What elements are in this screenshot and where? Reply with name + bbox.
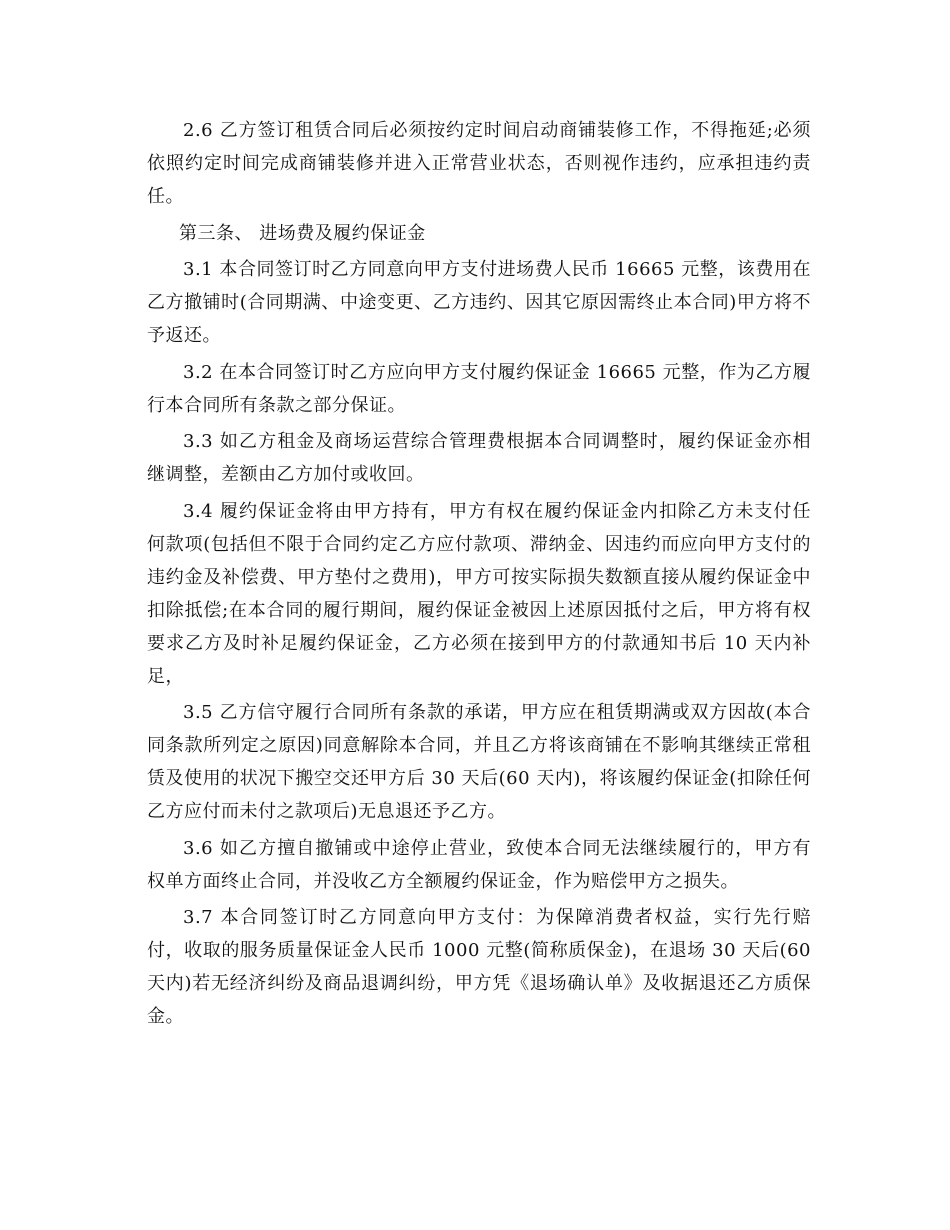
clause-3-2: 3.2 在本合同签订时乙方应向甲方支付履约保证金 16665 元整，作为乙方履行本合同所有条款之部分保证。 [147,361,811,416]
contract-text-body [147,114,811,1037]
clause-3-5: 3.5 乙方信守履行合同所有条款的承诺，甲方应在租赁期满或双方因故(本合同条款所列定之原因)同意解除本合同，并且乙方将该商铺在不影响其继续正常租赁及使用的状况下搬空交还甲方后 30 天后(60 天内)，将该履约保证金(扣除任何乙方应付而未付之款项后)无息退还予乙方。 [147,702,811,822]
clause-3-7: 3.7 本合同签订时乙方同意向甲方支付：为保障消费者权益，实行先行赔付，收取的服务质量保证金人民币 1000 元整(简称质保金)，在退场 30 天后(60 天内)若无经济纠纷及商品退调纠纷，甲方凭《退场确认单》及收据退还乙方质保金。 [147,907,811,1027]
clause-2-6: 2.6 乙方签订租赁合同后必须按约定时间启动商铺装修工作，不得拖延;必须依照约定时间完成商铺装修并进入正常营业状态，否则视作违约，应承担违约责任。 [147,120,811,207]
clause-3-6: 3.6 如乙方擅自撤铺或中途停止营业，致使本合同无法继续履行的，甲方有权单方面终止合同，并没收乙方全额履约保证金，作为赔偿甲方之损失。 [147,837,811,892]
article-3-heading: 第三条、 进场费及履约保证金 [179,222,426,244]
clause-3-1: 3.1 本合同签订时乙方同意向甲方支付进场费人民币 16665 元整，该费用在乙方撤铺时(合同期满、中途变更、乙方违约、因其它原因需终止本合同)甲方将不予返还。 [147,259,811,346]
clause-3-4: 3.4 履约保证金将由甲方持有，甲方有权在履约保证金内扣除乙方未支付任何款项(包括但不限于合同约定乙方应付款项、滞纳金、因违约而应向甲方支付的违约金及补偿费、甲方垫付之费用)，甲方可按实际损失数额直接从履约保证金中扣除抵偿;在本合同的履行期间，履约保证金被因上述原因抵付之后，甲方将有权要求乙方及时补足履约保证金，乙方必须在接到甲方的付款通知书后 10 天内补足， [147,500,811,687]
clause-3-3: 3.3 如乙方租金及商场运营综合管理费根据本合同调整时，履约保证金亦相继调整，差额由乙方加付或收回。 [147,431,811,485]
